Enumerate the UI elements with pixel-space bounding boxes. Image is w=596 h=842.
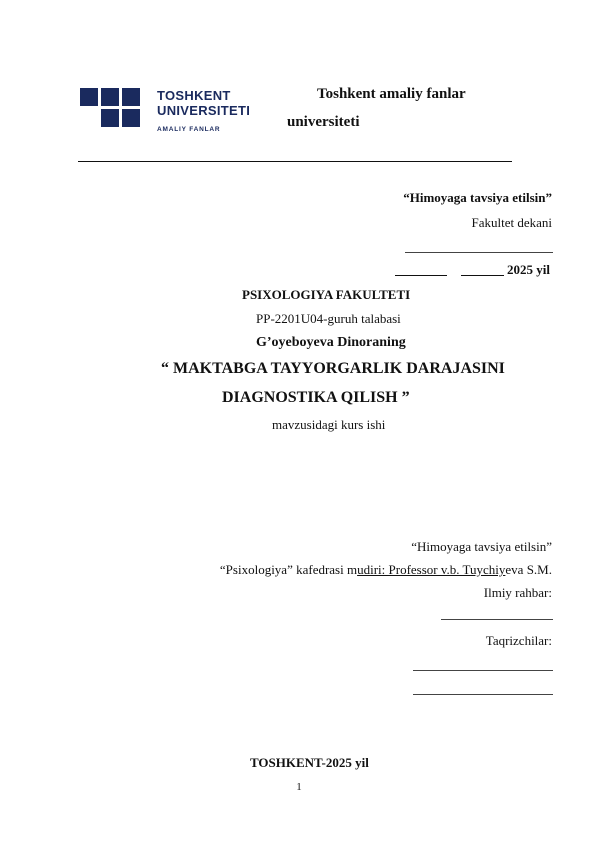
reviewers-label: Taqrizchilar: — [485, 633, 552, 648]
department-head-underlined: udiri: Professor v.b. Tuychiy — [357, 562, 506, 577]
department-head — [220, 562, 552, 578]
topic-line-2: DIAGNOSTIKA QILISH ” — [222, 389, 410, 406]
advisor-signature-line — [441, 619, 553, 620]
work-type: mavzusidagi kurs ishi — [272, 417, 386, 432]
approval-year: 2025 yil — [507, 262, 550, 277]
reviewer-line-2 — [413, 694, 553, 695]
logo-line-1: TOSHKENT — [157, 88, 231, 103]
reviewer-line-1 — [413, 670, 553, 671]
logo-line-2: UNIVERSITETI — [157, 103, 251, 118]
header-divider — [78, 161, 512, 162]
university-logo-mark — [80, 88, 142, 132]
institution-name-line-2: universiteti — [287, 114, 360, 130]
university-logo-text — [157, 88, 250, 133]
student-name: G’oyeboyeva Dinoraning — [256, 335, 406, 350]
department-head-suffix: eva S.M. — [505, 562, 552, 577]
group-label: PP-2201U04-guruh talabasi — [256, 311, 401, 326]
approval-heading-top: “Himoyaga tavsiya etilsin” — [403, 190, 552, 205]
city-year: TOSHKENT-2025 yil — [250, 755, 369, 770]
institution-name-line-1: Toshkent amaliy fanlar — [317, 86, 466, 102]
faculty-name: PSIXOLOGIYA FAKULTETI — [242, 287, 411, 302]
topic-line-1: “ MAKTABGA TAYYORGARLIK DARAJASINI — [161, 360, 505, 377]
date-month-line — [461, 275, 504, 276]
approval-heading-bottom: “Himoyaga tavsiya etilsin” — [411, 539, 552, 554]
dean-signature-line — [405, 252, 553, 253]
logo-line-3: AMALIY FANLAR — [157, 126, 221, 133]
department-head-prefix: “Psixologiya” kafedrasi m — [219, 562, 358, 577]
date-day-line — [395, 275, 447, 276]
dean-role: Fakultet dekani — [471, 215, 552, 230]
page-number: 1 — [296, 781, 302, 793]
advisor-label: Ilmiy rahbar: — [483, 585, 552, 600]
